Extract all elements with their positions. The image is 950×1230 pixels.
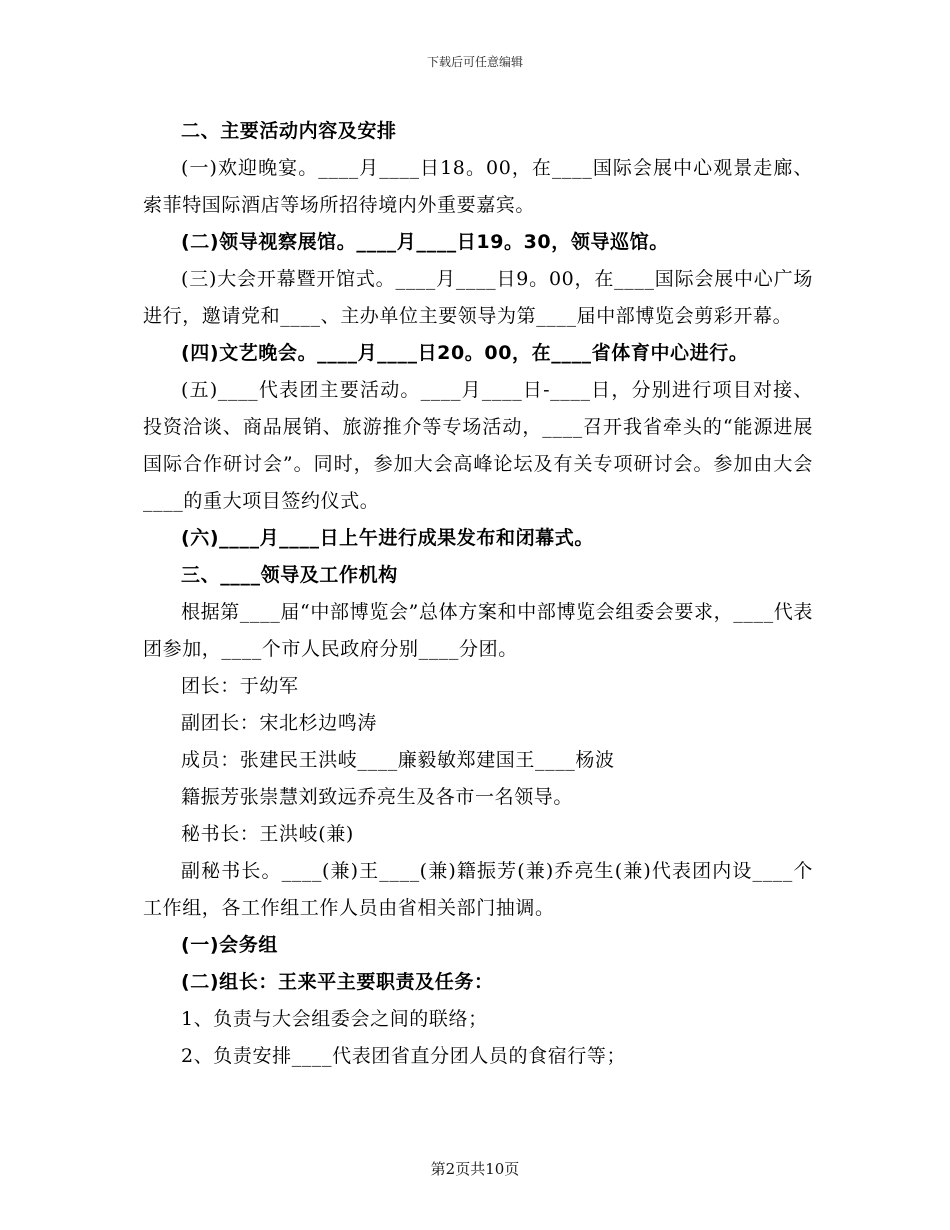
paragraph-secretary-general: 秘书长：王洪岐(兼) bbox=[181, 823, 354, 845]
paragraph-leader: 团长：于幼军 bbox=[181, 675, 299, 697]
paragraph-members-continued: 籍振芳张崇慧刘致远乔亮生及各市一名领导。 bbox=[181, 786, 574, 808]
list-item-accommodation: 2、负责安排____代表团省直分团人员的食宿行等； bbox=[181, 1045, 627, 1067]
page-number: 第2页共10页 bbox=[430, 1160, 520, 1178]
paragraph-deputy-secretary: 副秘书长。____(兼)王____(兼)籍振芳(兼)乔亮生(兼)代表团内设____个工作组，各工作组工作人员由省相关部门抽调。 bbox=[143, 860, 813, 919]
document-body bbox=[143, 113, 813, 1075]
list-item-liaison: 1、负责与大会组委会之间的联络； bbox=[181, 1008, 488, 1030]
paragraph-delegation-activities: (五)____代表团主要活动。____月____日-____日，分别进行项目对接、投资洽谈、商品展销、旅游推介等专场活动，____召开我省牵头的“能源进展国际合作研讨会”。同时，参加大会高峰论坛及有关专项研讨会。参加由大会____的重大项目签约仪式。 bbox=[143, 379, 813, 512]
paragraph-plan: 根据第____届“中部博览会”总体方案和中部博览会组委会要求，____代表团参加，____个市人民政府分别____分团。 bbox=[143, 601, 813, 660]
paragraph-closing: (六)____月____日上午进行成果发布和闭幕式。 bbox=[181, 527, 594, 549]
page-header: 下载后可任意编辑 bbox=[426, 55, 523, 69]
paragraph-leader-visit: (二)领导视察展馆。____月____日19。30，领导巡馆。 bbox=[181, 231, 669, 253]
paragraph-opening-ceremony: (三)大会开幕暨开馆式。____月____日9。00，在____国际会展中心广场进行，邀请党和____、主办单位主要领导为第____届中部博览会剪彩开幕。 bbox=[143, 268, 813, 327]
paragraph-conference-group: (一)会务组 bbox=[181, 934, 278, 956]
section-heading-leadership: 三、____领导及工作机构 bbox=[181, 564, 398, 586]
paragraph-deputy-leader: 副团长：宋北杉边鸣涛 bbox=[181, 712, 378, 734]
paragraph-welcome-banquet: (一)欢迎晚宴。____月____日18。00，在____国际会展中心观景走廊、索菲特国际酒店等场所招待境内外重要嘉宾。 bbox=[143, 157, 813, 216]
paragraph-members: 成员：张建民王洪岐____廉毅敏郑建国王____杨波 bbox=[181, 749, 615, 771]
paragraph-group-leader: (二)组长：王来平主要职责及任务： bbox=[181, 971, 494, 993]
section-heading-activities: 二、主要活动内容及安排 bbox=[181, 120, 397, 142]
paragraph-gala: (四)文艺晚会。____月____日20。00，在____省体育中心进行。 bbox=[181, 342, 749, 364]
